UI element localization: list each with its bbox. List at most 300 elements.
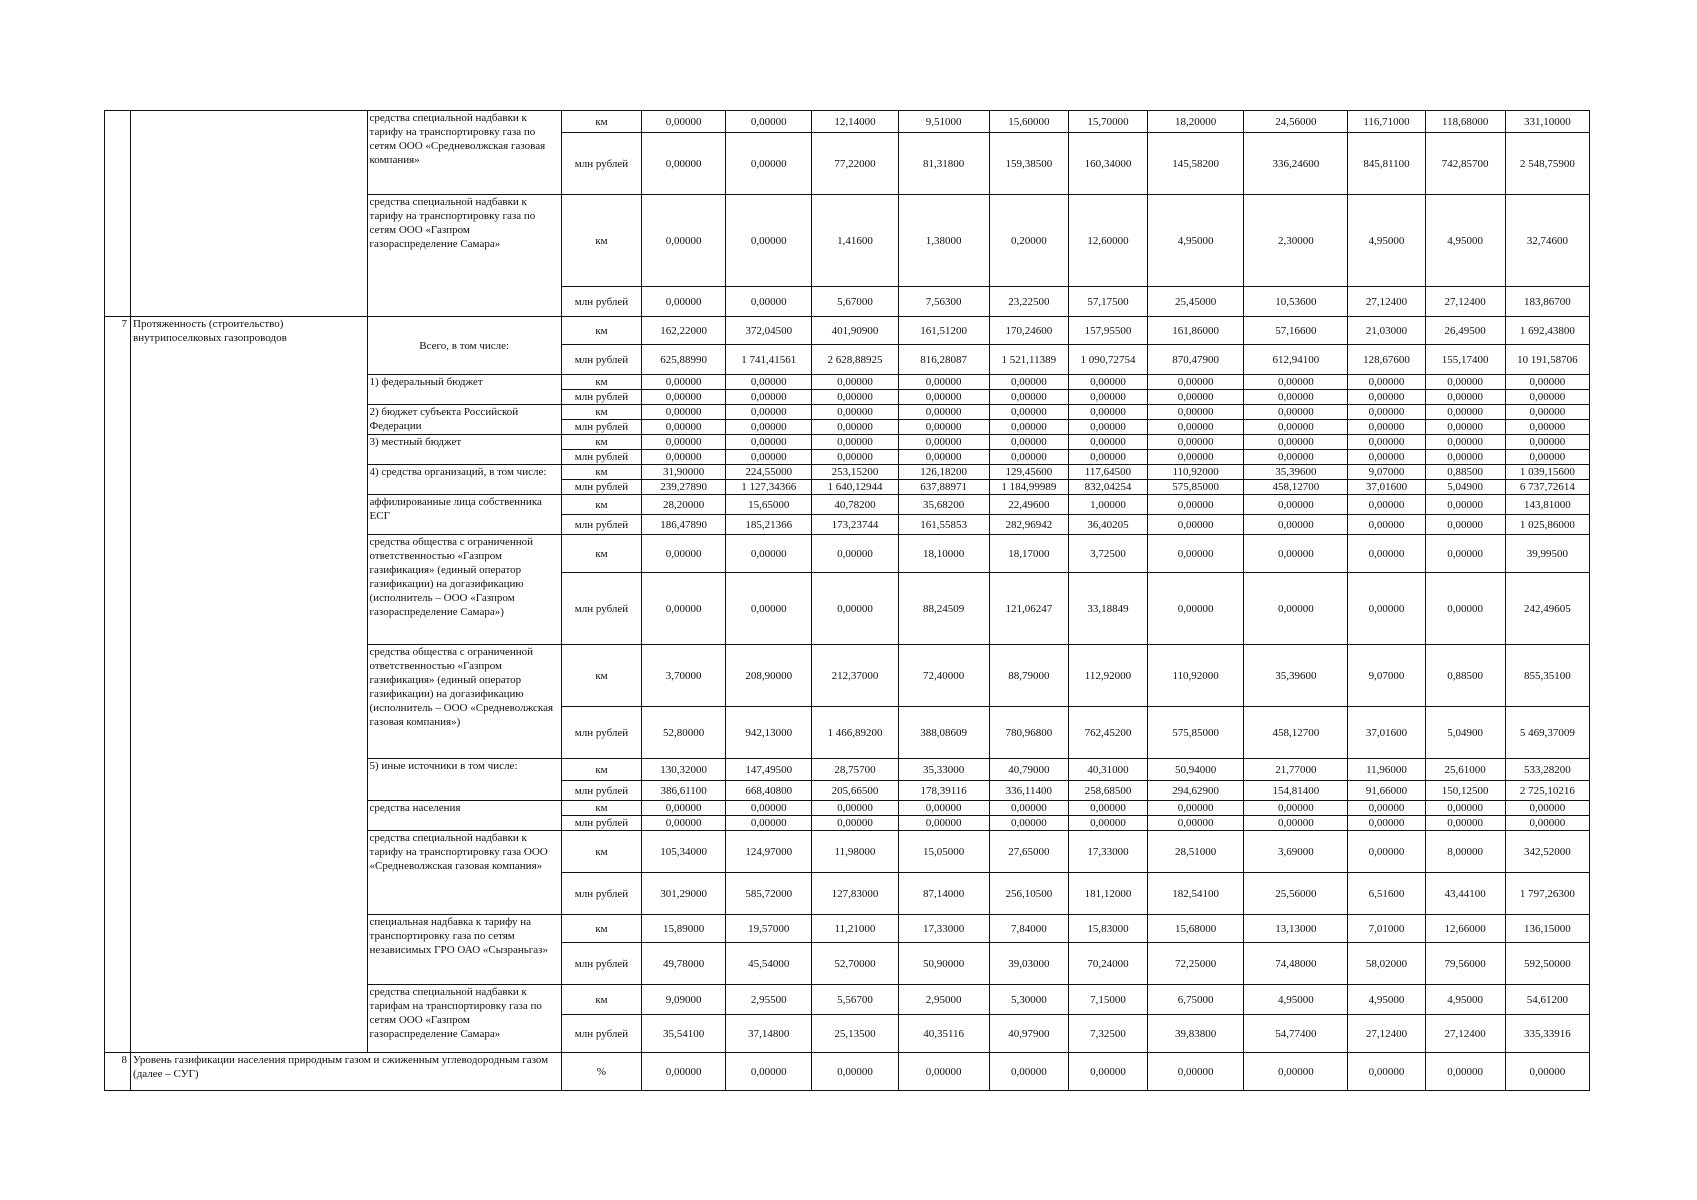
value-cell: 388,08609 — [898, 707, 989, 759]
value-cell: 28,51000 — [1148, 831, 1244, 873]
value-cell: 0,00000 — [1425, 515, 1505, 535]
value-cell: 575,85000 — [1148, 480, 1244, 495]
value-cell: 0,00000 — [1148, 375, 1244, 390]
value-cell: 0,00000 — [812, 450, 898, 465]
value-cell: 458,12700 — [1244, 707, 1348, 759]
value-cell: 0,00000 — [1425, 816, 1505, 831]
value-cell: 0,00000 — [989, 1053, 1068, 1091]
value-cell: 28,20000 — [642, 495, 726, 515]
value-cell: 24,56000 — [1244, 111, 1348, 133]
value-cell: 0,88500 — [1425, 465, 1505, 480]
row-index — [105, 111, 131, 317]
value-cell: 0,00000 — [812, 390, 898, 405]
funding-source-label: средства специальной надбавки к тарифам на транспортировку газа по сетям ООО «Газпром газораспределение Самара» — [367, 985, 561, 1053]
value-cell: 0,00000 — [1068, 390, 1147, 405]
value-cell: 0,00000 — [726, 816, 812, 831]
value-cell: 3,70000 — [642, 645, 726, 707]
funding-source-label: Всего, в том числе: — [367, 317, 561, 375]
unit-cell: млн рублей — [561, 707, 641, 759]
unit-cell: км — [561, 801, 641, 816]
value-cell: 0,00000 — [642, 420, 726, 435]
value-cell: 155,17400 — [1425, 345, 1505, 375]
value-cell: 0,00000 — [1348, 573, 1425, 645]
value-cell: 147,49500 — [726, 759, 812, 781]
value-cell: 0,00000 — [1148, 405, 1244, 420]
value-cell: 0,00000 — [812, 420, 898, 435]
value-cell: 458,12700 — [1244, 480, 1348, 495]
value-cell: 0,00000 — [642, 435, 726, 450]
value-cell: 43,44100 — [1425, 873, 1505, 915]
value-cell: 162,22000 — [642, 317, 726, 345]
unit-cell: км — [561, 645, 641, 707]
value-cell: 0,00000 — [726, 111, 812, 133]
value-cell: 0,00000 — [898, 1053, 989, 1091]
value-cell: 0,00000 — [726, 573, 812, 645]
value-cell: 105,34000 — [642, 831, 726, 873]
value-cell: 27,65000 — [989, 831, 1068, 873]
value-cell: 294,62900 — [1148, 781, 1244, 801]
value-cell: 183,86700 — [1505, 287, 1589, 317]
value-cell: 0,00000 — [1148, 573, 1244, 645]
value-cell: 0,00000 — [898, 420, 989, 435]
unit-cell: млн рублей — [561, 515, 641, 535]
value-cell: 0,00000 — [1348, 1053, 1425, 1091]
value-cell: 0,00000 — [726, 195, 812, 287]
value-cell: 40,78200 — [812, 495, 898, 515]
value-cell: 0,00000 — [1068, 450, 1147, 465]
value-cell: 1 741,41561 — [726, 345, 812, 375]
value-cell: 0,00000 — [989, 375, 1068, 390]
value-cell: 0,00000 — [898, 435, 989, 450]
value-cell: 4,95000 — [1244, 985, 1348, 1015]
value-cell: 6,75000 — [1148, 985, 1244, 1015]
value-cell: 25,56000 — [1244, 873, 1348, 915]
value-cell: 575,85000 — [1148, 707, 1244, 759]
value-cell: 129,45600 — [989, 465, 1068, 480]
value-cell: 0,00000 — [989, 450, 1068, 465]
value-cell: 4,95000 — [1348, 195, 1425, 287]
value-cell: 15,70000 — [1068, 111, 1147, 133]
value-cell: 182,54100 — [1148, 873, 1244, 915]
value-cell: 49,78000 — [642, 943, 726, 985]
value-cell: 0,20000 — [989, 195, 1068, 287]
value-cell: 253,15200 — [812, 465, 898, 480]
value-cell: 9,07000 — [1348, 645, 1425, 707]
value-cell: 0,00000 — [989, 405, 1068, 420]
value-cell: 0,00000 — [1505, 450, 1589, 465]
value-cell: 0,00000 — [1425, 390, 1505, 405]
funding-source-label: 3) местный бюджет — [367, 435, 561, 465]
value-cell: 0,00000 — [1244, 801, 1348, 816]
value-cell: 637,88971 — [898, 480, 989, 495]
value-cell: 0,00000 — [1348, 816, 1425, 831]
value-cell: 18,10000 — [898, 535, 989, 573]
indicator-name: Протяженность (строительство) внутрипоселковых газопроводов — [131, 317, 367, 1053]
value-cell: 126,18200 — [898, 465, 989, 480]
value-cell: 0,00000 — [812, 435, 898, 450]
value-cell: 40,79000 — [989, 759, 1068, 781]
value-cell: 256,10500 — [989, 873, 1068, 915]
value-cell: 0,00000 — [1244, 420, 1348, 435]
value-cell: 128,67600 — [1348, 345, 1425, 375]
value-cell: 533,28200 — [1505, 759, 1589, 781]
value-cell: 1 025,86000 — [1505, 515, 1589, 535]
value-cell: 0,00000 — [1068, 375, 1147, 390]
funding-source-label: специальная надбавка к тарифу на транспортировку газа по сетям независимых ГРО ОАО «Сызраньгаз» — [367, 915, 561, 985]
row-index: 7 — [105, 317, 131, 1053]
value-cell: 1,41600 — [812, 195, 898, 287]
value-cell: 5 469,37009 — [1505, 707, 1589, 759]
value-cell: 4,95000 — [1348, 985, 1425, 1015]
value-cell: 17,33000 — [1068, 831, 1147, 873]
value-cell: 0,00000 — [812, 535, 898, 573]
value-cell: 0,00000 — [1068, 1053, 1147, 1091]
value-cell: 0,00000 — [642, 405, 726, 420]
value-cell: 0,00000 — [1148, 1053, 1244, 1091]
value-cell: 0,00000 — [726, 1053, 812, 1091]
value-cell: 35,39600 — [1244, 465, 1348, 480]
value-cell: 242,49605 — [1505, 573, 1589, 645]
table-row — [105, 1053, 1590, 1091]
unit-cell: млн рублей — [561, 873, 641, 915]
value-cell: 0,00000 — [1244, 495, 1348, 515]
value-cell: 185,21366 — [726, 515, 812, 535]
value-cell: 0,00000 — [1348, 375, 1425, 390]
value-cell: 32,74600 — [1505, 195, 1589, 287]
value-cell: 0,00000 — [726, 535, 812, 573]
value-cell: 9,07000 — [1348, 465, 1425, 480]
value-cell: 15,89000 — [642, 915, 726, 943]
value-cell: 0,00000 — [1348, 390, 1425, 405]
value-cell: 130,32000 — [642, 759, 726, 781]
unit-cell: млн рублей — [561, 390, 641, 405]
value-cell: 35,68200 — [898, 495, 989, 515]
unit-cell: км — [561, 535, 641, 573]
unit-cell: км — [561, 915, 641, 943]
value-cell: 0,00000 — [642, 450, 726, 465]
value-cell: 40,97900 — [989, 1015, 1068, 1053]
funding-source-label: 1) федеральный бюджет — [367, 375, 561, 405]
value-cell: 942,13000 — [726, 707, 812, 759]
value-cell: 0,00000 — [1505, 405, 1589, 420]
value-cell: 2,95000 — [898, 985, 989, 1015]
value-cell: 37,14800 — [726, 1015, 812, 1053]
value-cell: 7,15000 — [1068, 985, 1147, 1015]
value-cell: 181,12000 — [1068, 873, 1147, 915]
value-cell: 161,55853 — [898, 515, 989, 535]
value-cell: 39,99500 — [1505, 535, 1589, 573]
unit-cell: км — [561, 195, 641, 287]
unit-cell: млн рублей — [561, 345, 641, 375]
value-cell: 25,45000 — [1148, 287, 1244, 317]
value-cell: 0,00000 — [642, 801, 726, 816]
value-cell: 0,00000 — [1348, 405, 1425, 420]
value-cell: 1 184,99989 — [989, 480, 1068, 495]
value-cell: 612,94100 — [1244, 345, 1348, 375]
value-cell: 0,00000 — [989, 801, 1068, 816]
value-cell: 110,92000 — [1148, 465, 1244, 480]
value-cell: 52,70000 — [812, 943, 898, 985]
value-cell: 5,56700 — [812, 985, 898, 1015]
value-cell: 0,00000 — [1148, 495, 1244, 515]
funding-source-label: аффилированные лица собственника ЕСГ — [367, 495, 561, 535]
value-cell: 12,66000 — [1425, 915, 1505, 943]
value-cell: 0,00000 — [726, 287, 812, 317]
value-cell: 0,00000 — [642, 375, 726, 390]
value-cell: 0,00000 — [812, 801, 898, 816]
value-cell: 70,24000 — [1068, 943, 1147, 985]
value-cell: 110,92000 — [1148, 645, 1244, 707]
value-cell: 9,09000 — [642, 985, 726, 1015]
value-cell: 1 090,72754 — [1068, 345, 1147, 375]
value-cell: 4,95000 — [1425, 985, 1505, 1015]
value-cell: 150,12500 — [1425, 781, 1505, 801]
value-cell: 0,00000 — [989, 816, 1068, 831]
value-cell: 0,00000 — [726, 435, 812, 450]
funding-source-label: средства специальной надбавки к тарифу на транспортировку газа по сетям ООО «Газпром газораспределение Самара» — [367, 195, 561, 317]
value-cell: 7,32500 — [1068, 1015, 1147, 1053]
value-cell: 239,27890 — [642, 480, 726, 495]
value-cell: 0,00000 — [1148, 390, 1244, 405]
value-cell: 0,00000 — [1244, 816, 1348, 831]
value-cell: 5,30000 — [989, 985, 1068, 1015]
value-cell: 143,81000 — [1505, 495, 1589, 515]
value-cell: 127,83000 — [812, 873, 898, 915]
value-cell: 9,51000 — [898, 111, 989, 133]
value-cell: 224,55000 — [726, 465, 812, 480]
value-cell: 0,00000 — [1505, 420, 1589, 435]
value-cell: 39,03000 — [989, 943, 1068, 985]
value-cell: 212,37000 — [812, 645, 898, 707]
value-cell: 116,71000 — [1348, 111, 1425, 133]
value-cell: 0,00000 — [642, 573, 726, 645]
value-cell: 35,33000 — [898, 759, 989, 781]
value-cell: 0,00000 — [898, 375, 989, 390]
funding-source-label: средства специальной надбавки к тарифу на транспортировку газа по сетям ООО «Средневолжская газовая компания» — [367, 111, 561, 195]
value-cell: 0,00000 — [898, 405, 989, 420]
value-cell: 0,00000 — [812, 1053, 898, 1091]
value-cell: 25,13500 — [812, 1015, 898, 1053]
value-cell: 17,33000 — [898, 915, 989, 943]
unit-cell: млн рублей — [561, 781, 641, 801]
value-cell: 45,54000 — [726, 943, 812, 985]
value-cell: 0,00000 — [989, 435, 1068, 450]
value-cell: 208,90000 — [726, 645, 812, 707]
value-cell: 5,67000 — [812, 287, 898, 317]
unit-cell: км — [561, 495, 641, 515]
value-cell: 15,60000 — [989, 111, 1068, 133]
value-cell: 0,00000 — [1068, 801, 1147, 816]
value-cell: 0,00000 — [642, 390, 726, 405]
value-cell: 0,00000 — [898, 816, 989, 831]
value-cell: 88,24509 — [898, 573, 989, 645]
value-cell: 157,95500 — [1068, 317, 1147, 345]
value-cell: 11,96000 — [1348, 759, 1425, 781]
value-cell: 0,00000 — [1244, 435, 1348, 450]
value-cell: 0,00000 — [726, 375, 812, 390]
value-cell: 121,06247 — [989, 573, 1068, 645]
value-cell: 39,83800 — [1148, 1015, 1244, 1053]
value-cell: 0,00000 — [1505, 435, 1589, 450]
value-cell: 0,00000 — [1244, 1053, 1348, 1091]
value-cell: 0,00000 — [642, 111, 726, 133]
value-cell: 37,01600 — [1348, 707, 1425, 759]
value-cell: 27,12400 — [1348, 287, 1425, 317]
value-cell: 0,00000 — [812, 816, 898, 831]
value-cell: 3,69000 — [1244, 831, 1348, 873]
value-cell: 170,24600 — [989, 317, 1068, 345]
value-cell: 79,56000 — [1425, 943, 1505, 985]
value-cell: 401,90900 — [812, 317, 898, 345]
value-cell: 0,00000 — [989, 390, 1068, 405]
value-cell: 0,00000 — [1068, 405, 1147, 420]
value-cell: 81,31800 — [898, 133, 989, 195]
unit-cell: млн рублей — [561, 573, 641, 645]
value-cell: 112,92000 — [1068, 645, 1147, 707]
value-cell: 2 628,88925 — [812, 345, 898, 375]
value-cell: 1 521,11389 — [989, 345, 1068, 375]
unit-cell: млн рублей — [561, 816, 641, 831]
value-cell: 74,48000 — [1244, 943, 1348, 985]
value-cell: 0,88500 — [1425, 645, 1505, 707]
unit-cell: млн рублей — [561, 420, 641, 435]
value-cell: 33,18849 — [1068, 573, 1147, 645]
funding-source-label: средства специальной надбавки к тарифу на транспортировку газа ООО «Средневолжская газовая компания» — [367, 831, 561, 915]
value-cell: 585,72000 — [726, 873, 812, 915]
value-cell: 258,68500 — [1068, 781, 1147, 801]
value-cell: 1 797,26300 — [1505, 873, 1589, 915]
unit-cell: км — [561, 317, 641, 345]
value-cell: 0,00000 — [1425, 450, 1505, 465]
value-cell: 52,80000 — [642, 707, 726, 759]
unit-cell: км — [561, 111, 641, 133]
value-cell: 0,00000 — [1425, 495, 1505, 515]
value-cell: 336,24600 — [1244, 133, 1348, 195]
funding-source-label: 2) бюджет субъекта Российской Федерации — [367, 405, 561, 435]
value-cell: 54,61200 — [1505, 985, 1589, 1015]
value-cell: 72,25000 — [1148, 943, 1244, 985]
value-cell: 18,20000 — [1148, 111, 1244, 133]
value-cell: 159,38500 — [989, 133, 1068, 195]
gasification-table — [104, 110, 1590, 1091]
value-cell: 0,00000 — [1148, 420, 1244, 435]
funding-source-label: средства общества с ограниченной ответственностью «Газпром газификация» (единый оператор газификации) на догазификацию (исполнитель – ООО «Средневолжская газовая компания») — [367, 645, 561, 759]
value-cell: 21,77000 — [1244, 759, 1348, 781]
value-cell: 2 725,10216 — [1505, 781, 1589, 801]
value-cell: 22,49600 — [989, 495, 1068, 515]
value-cell: 0,00000 — [1505, 1053, 1589, 1091]
unit-cell: км — [561, 435, 641, 450]
value-cell: 31,90000 — [642, 465, 726, 480]
value-cell: 0,00000 — [1505, 390, 1589, 405]
value-cell: 173,23744 — [812, 515, 898, 535]
value-cell: 0,00000 — [1505, 801, 1589, 816]
value-cell: 40,31000 — [1068, 759, 1147, 781]
value-cell: 0,00000 — [1425, 405, 1505, 420]
value-cell: 0,00000 — [1425, 375, 1505, 390]
value-cell: 1 039,15600 — [1505, 465, 1589, 480]
value-cell: 0,00000 — [1425, 420, 1505, 435]
value-cell: 15,05000 — [898, 831, 989, 873]
value-cell: 10,53600 — [1244, 287, 1348, 317]
table-row — [105, 111, 1590, 133]
value-cell: 0,00000 — [726, 420, 812, 435]
value-cell: 8,00000 — [1425, 831, 1505, 873]
value-cell: 4,95000 — [1148, 195, 1244, 287]
value-cell: 386,61100 — [642, 781, 726, 801]
value-cell: 27,12400 — [1425, 287, 1505, 317]
value-cell: 0,00000 — [642, 816, 726, 831]
value-cell: 37,01600 — [1348, 480, 1425, 495]
value-cell: 15,65000 — [726, 495, 812, 515]
table-row — [105, 317, 1590, 345]
value-cell: 2,95500 — [726, 985, 812, 1015]
value-cell: 0,00000 — [726, 390, 812, 405]
value-cell: 25,61000 — [1425, 759, 1505, 781]
value-cell: 0,00000 — [1425, 573, 1505, 645]
value-cell: 7,84000 — [989, 915, 1068, 943]
value-cell: 77,22000 — [812, 133, 898, 195]
value-cell: 35,39600 — [1244, 645, 1348, 707]
unit-cell: км — [561, 759, 641, 781]
value-cell: 0,00000 — [726, 133, 812, 195]
value-cell: 0,00000 — [1244, 390, 1348, 405]
value-cell: 160,34000 — [1068, 133, 1147, 195]
value-cell: 0,00000 — [898, 801, 989, 816]
value-cell: 816,28087 — [898, 345, 989, 375]
value-cell: 0,00000 — [1348, 450, 1425, 465]
funding-source-label: средства населения — [367, 801, 561, 831]
value-cell: 0,00000 — [1348, 420, 1425, 435]
value-cell: 625,88990 — [642, 345, 726, 375]
value-cell: 0,00000 — [642, 195, 726, 287]
value-cell: 0,00000 — [1068, 420, 1147, 435]
value-cell: 7,01000 — [1348, 915, 1425, 943]
value-cell: 0,00000 — [1148, 515, 1244, 535]
unit-cell: млн рублей — [561, 287, 641, 317]
value-cell: 0,00000 — [898, 450, 989, 465]
value-cell: 0,00000 — [1348, 801, 1425, 816]
value-cell: 11,98000 — [812, 831, 898, 873]
value-cell: 3,72500 — [1068, 535, 1147, 573]
value-cell: 331,10000 — [1505, 111, 1589, 133]
unit-cell: % — [561, 1053, 641, 1091]
unit-cell: млн рублей — [561, 133, 641, 195]
value-cell: 178,39116 — [898, 781, 989, 801]
value-cell: 6 737,72614 — [1505, 480, 1589, 495]
value-cell: 0,00000 — [726, 405, 812, 420]
value-cell: 301,29000 — [642, 873, 726, 915]
unit-cell: км — [561, 831, 641, 873]
value-cell: 0,00000 — [1244, 573, 1348, 645]
value-cell: 0,00000 — [1068, 435, 1147, 450]
value-cell: 35,54100 — [642, 1015, 726, 1053]
value-cell: 58,02000 — [1348, 943, 1425, 985]
value-cell: 27,12400 — [1348, 1015, 1425, 1053]
value-cell: 6,51600 — [1348, 873, 1425, 915]
value-cell: 335,33916 — [1505, 1015, 1589, 1053]
value-cell: 0,00000 — [642, 1053, 726, 1091]
value-cell: 124,97000 — [726, 831, 812, 873]
value-cell: 0,00000 — [898, 390, 989, 405]
value-cell: 282,96942 — [989, 515, 1068, 535]
value-cell: 36,40205 — [1068, 515, 1147, 535]
value-cell: 762,45200 — [1068, 707, 1147, 759]
value-cell: 0,00000 — [1148, 801, 1244, 816]
value-cell: 780,96800 — [989, 707, 1068, 759]
document-page — [104, 110, 1590, 1091]
value-cell: 0,00000 — [642, 287, 726, 317]
